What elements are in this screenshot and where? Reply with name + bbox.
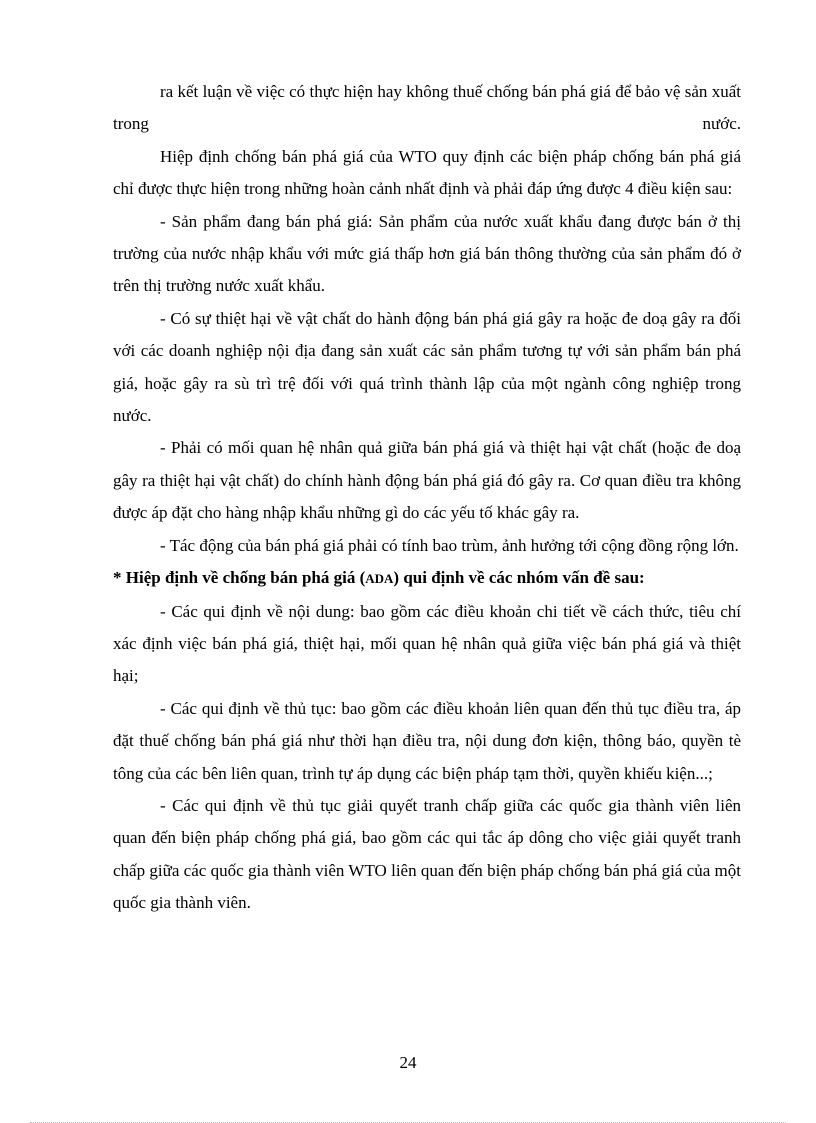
body-text bbox=[113, 76, 741, 920]
heading-abbreviation: ADA bbox=[365, 571, 394, 587]
heading-text-start: * Hiệp định về chống bán phá giá ( bbox=[113, 568, 366, 588]
paragraph: ra kết luận về việc có thực hiện hay không thuế chống bán phá giá để bảo vệ sản xuất trong nước. bbox=[113, 82, 741, 134]
section-heading bbox=[113, 562, 741, 595]
paragraph: - Các qui định về thủ tục giải quyết tranh chấp giữa các quốc gia thành viên liên quan đến biện pháp chống phá giá, bao gồm các qui tắc áp dông cho việc giải quyết tranh chấp giữa các quốc gia thành viên WTO liên quan đến biện pháp chống bán phá giá của một quốc gia thành viên. bbox=[113, 795, 741, 913]
paragraph: Hiệp định chống bán phá giá của WTO quy định các biện pháp chống bán phá giá chỉ được thực hiện trong những hoàn cảnh nhất định và phải đáp ứng được 4 điều kiện sau: bbox=[113, 146, 741, 199]
paragraph: - Có sự thiệt hại về vật chất do hành động bán phá giá gây ra hoặc đe doạ gây ra đối với các doanh nghiệp nội địa đang sản xuất các sản phẩm tương tự với sản phẩm bán phá giá, hoặc gây ra sù trì trệ đối với quá trình thành lập của một ngành công nghiệp trong nước. bbox=[113, 308, 741, 426]
paragraph: - Các qui định về nội dung: bao gồm các điều khoản chi tiết về cách thức, tiêu chí xác định việc bán phá giá, thiệt hại, mối quan hệ nhân quả giữa việc bán phá giá và thiệt hại; bbox=[113, 601, 741, 686]
paragraph: - Tác động của bán phá giá phải có tính bao trùm, ảnh hưởng tới cộng đồng rộng lớn. bbox=[160, 535, 739, 555]
page-number: 24 bbox=[399, 1053, 417, 1072]
paragraph: - Sản phẩm đang bán phá giá: Sản phẩm của nước xuất khẩu đang được bán ở thị trường của nước nhập khẩu với mức giá thấp hơn giá bán thông thường của sản phẩm đó ở trên thị trường nước xuất khẩu. bbox=[113, 211, 741, 296]
paragraph: - Các qui định về thủ tục: bao gồm các điều khoản liên quan đến thủ tục điều tra, áp đặt thuế chống bán phá giá như thời hạn điều tra, nội dung đơn kiện, thông báo, quyền tè tông của các bên liên quan, trình tự áp dụng các biện pháp tạm thời, quyền khiếu kiện...; bbox=[113, 698, 741, 783]
heading-text-end: ) qui định về các nhóm vấn đề sau: bbox=[393, 568, 645, 588]
paragraph: - Phải có mối quan hệ nhân quả giữa bán phá giá và thiệt hại vật chất (hoặc đe doạ gây ra thiệt hại vật chất) do chính hành động bán phá giá đó gây ra. Cơ quan điều tra không được áp đặt cho hàng nhập khẩu những gì do các yếu tố khác gây ra. bbox=[113, 438, 741, 523]
